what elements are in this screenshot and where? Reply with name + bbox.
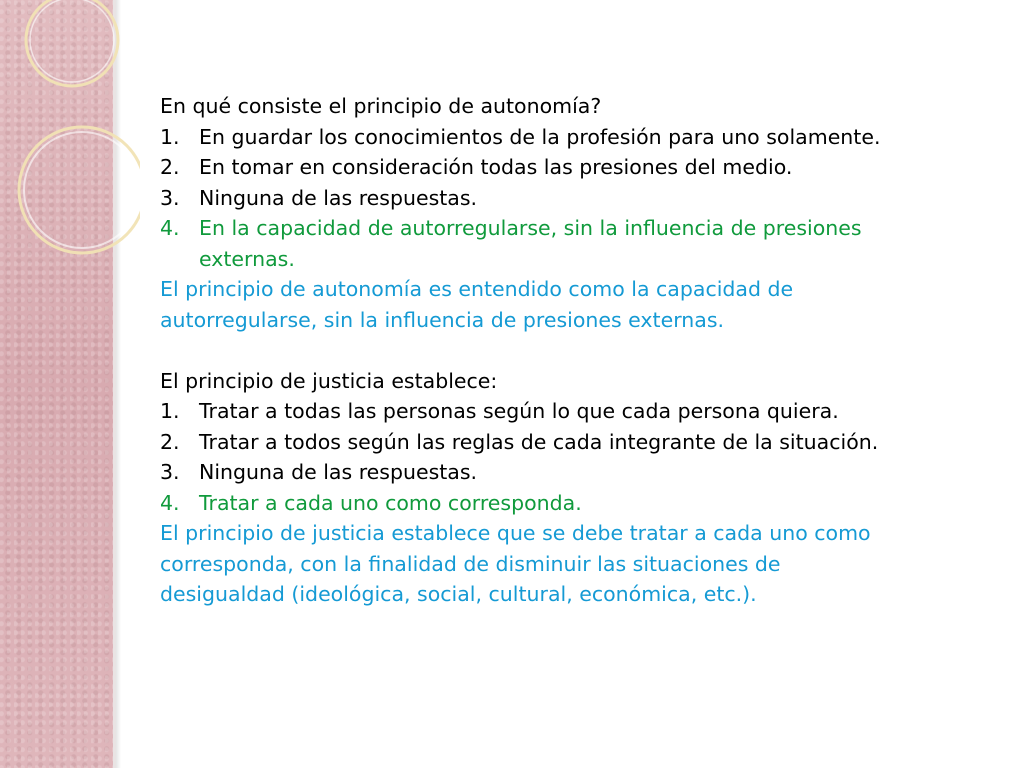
question-2-options xyxy=(160,396,900,518)
option-item-correct xyxy=(160,488,900,519)
decorative-rings xyxy=(0,0,140,300)
slide-content xyxy=(160,91,900,610)
option-text: Tratar a todas las personas según lo que cada persona quiera. xyxy=(199,399,839,423)
option-number: 1. xyxy=(160,399,180,423)
option-item-correct xyxy=(160,213,900,274)
question-2-explanation: El principio de justicia establece que se debe tratar a cada uno como corresponda, con la finalidad de disminuir las situaciones de desigualdad (ideológica, social, cultural, económica, etc.). xyxy=(160,521,871,606)
ring-top-inner xyxy=(30,0,114,82)
option-number: 2. xyxy=(160,155,180,179)
option-item xyxy=(160,457,900,488)
option-number: 3. xyxy=(160,185,180,210)
option-number: 3. xyxy=(160,460,180,484)
option-text: En guardar los conocimientos de la profesión para uno solamente. xyxy=(199,124,881,149)
option-text-correct: En la capacidad de autorregularse, sin la influencia de presiones externas. xyxy=(199,216,862,271)
section-spacer xyxy=(160,335,900,366)
question-1-options xyxy=(160,122,900,275)
option-number: 1. xyxy=(160,124,180,149)
option-item xyxy=(160,183,900,214)
question-1: En qué consiste el principio de autonomía? xyxy=(160,94,602,118)
question-2: El principio de justicia establece: xyxy=(160,368,498,393)
option-text: Tratar a todos según las reglas de cada integrante de la situación. xyxy=(199,429,879,454)
question-1-explanation: El principio de autonomía es entendido como la capacidad de autorregularse, sin la influencia de presiones externas. xyxy=(160,277,794,332)
option-item xyxy=(160,152,900,183)
option-number: 2. xyxy=(160,429,180,454)
option-item xyxy=(160,427,900,458)
option-number: 4. xyxy=(160,490,180,515)
option-text: Ninguna de las respuestas. xyxy=(199,460,478,484)
option-text-correct: Tratar a cada uno como corresponda. xyxy=(199,490,582,515)
option-item xyxy=(160,396,900,427)
ring-bottom-inner xyxy=(24,132,140,248)
option-item xyxy=(160,122,900,153)
option-text: En tomar en consideración todas las presiones del medio. xyxy=(199,155,793,179)
option-text: Ninguna de las respuestas. xyxy=(199,185,478,210)
option-number: 4. xyxy=(160,216,180,240)
ring-bottom xyxy=(19,127,140,253)
